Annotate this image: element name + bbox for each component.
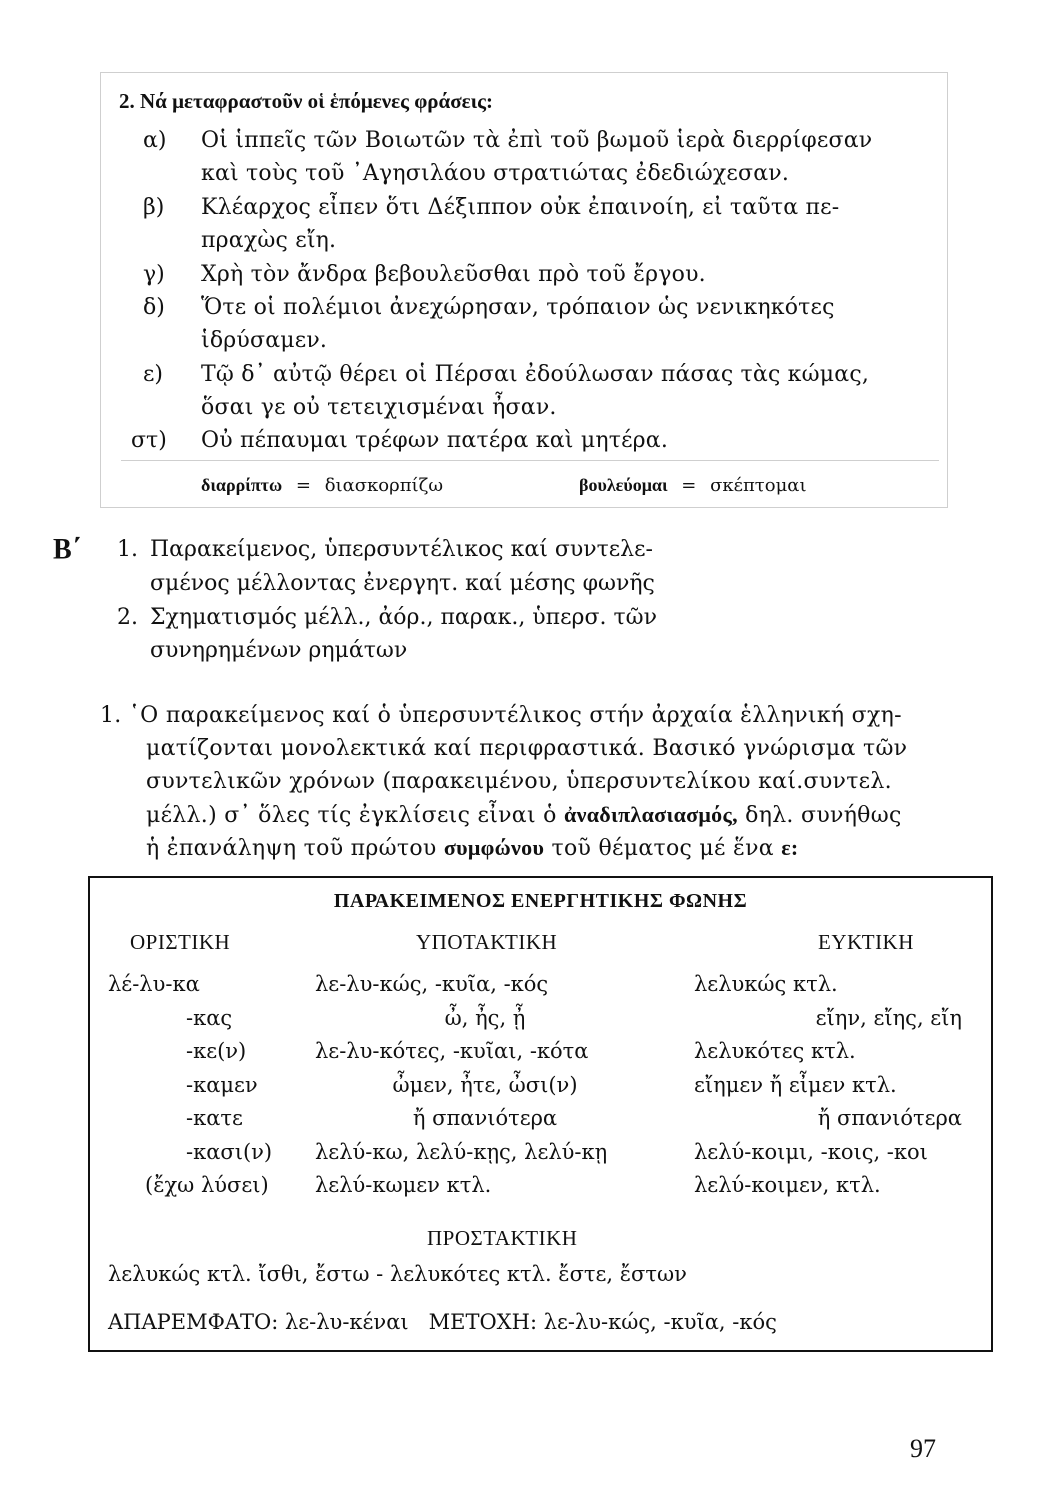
header-subjunctive: ΥΠΟΤΑΚΤΙΚΗ — [416, 930, 558, 954]
item-e-line-1: Τῷ δ᾿ αὐτῷ θέρει οἱ Πέρσαι ἐδούλωσαν πάσας τὰς κώμας, — [201, 362, 870, 387]
paradigm-table — [88, 876, 993, 1352]
optative-form: λελυκώς κτλ. — [694, 972, 838, 996]
item-c-line-1: Χρὴ τὸν ἄνδρα βεβουλεῦσθαι πρὸ τοῦ ἔργου. — [201, 262, 706, 287]
subjunctive-form: ὦ, ἦς, ᾖ — [444, 1006, 526, 1030]
paragraph-line-3: συντελικῶν χρόνων (παρακειμένου, ὑπερσυντελίκου καί.συντελ. — [146, 769, 892, 794]
paragraph-bold-term: ε: — [781, 835, 799, 860]
item-st-line-1: Οὐ πέπαυμαι τρέφων πατέρα καὶ μητέρα. — [201, 428, 669, 453]
item-label-b: β) — [143, 195, 165, 220]
optative-form: λελυκότες κτλ. — [694, 1039, 856, 1063]
gloss-meaning: διασκορπίζω — [324, 475, 444, 496]
item-label-c: γ) — [143, 262, 165, 287]
gloss-entry-2 — [579, 475, 807, 496]
gloss-equals: = — [295, 475, 311, 496]
section-item-2-num: 2. — [117, 605, 138, 630]
subjunctive-form: λε-λυ-κώς, -κυῖα, -κός — [315, 972, 549, 996]
subjunctive-form: ἤ σπανιότερα — [412, 1106, 558, 1130]
paragraph-line-1: 1. ῾Ο παρακείμενος καί ὁ ὑπερσυντέλικος στήν ἀρχαία ἑλληνική σχη- — [100, 703, 902, 728]
paragraph-bold-term: συμφώνου — [443, 835, 545, 860]
indicative-form: -κε(ν) — [186, 1039, 247, 1063]
imperative-forms: λελυκώς κτλ. ἴσθι, ἔστω - λελυκότες κτλ. ἔστε, ἔστων — [108, 1262, 687, 1286]
exercise-box — [100, 72, 948, 508]
gloss-divider — [121, 460, 939, 461]
exercise-title: 2. Νά μεταφραστοῦν οἱ ἑπόμενες φράσεις: — [119, 89, 494, 113]
indicative-form: -καμεν — [186, 1073, 258, 1097]
gloss-entry-1 — [201, 475, 443, 496]
item-a-line-1: Οἱ ἱππεῖς τῶν Βοιωτῶν τὰ ἐπὶ τοῦ βωμοῦ ἱερὰ διερρίφεσαν — [201, 128, 873, 153]
imperative-title: ΠΡΟΣΤΑΚΤΙΚΗ — [427, 1226, 578, 1250]
indicative-form: -κας — [186, 1006, 233, 1030]
subjunctive-form: λε-λυ-κότες, -κυῖαι, -κότα — [315, 1039, 589, 1063]
paragraph-text: τοῦ θέματος μέ ἕνα — [544, 836, 782, 861]
section-item-1-line-1: Παρακείμενος, ὑπερσυντέλικος καί συντελε- — [150, 537, 653, 562]
paragraph-text: ἡ ἐπανάληψη τοῦ πρώτου — [146, 836, 444, 861]
section-item-2-line-2: συνηρημένων ρημάτων — [150, 638, 408, 663]
indicative-form: -κασι(ν) — [186, 1140, 273, 1164]
paragraph-line-5 — [146, 835, 799, 861]
item-label-e: ε) — [143, 362, 163, 387]
item-d-line-1: Ὅτε οἱ πολέμιοι ἀνεχώρησαν, τρόπαιον ὡς νενικηκότες — [201, 295, 835, 320]
paradigm-title: ΠΑΡΑΚΕΙΜΕΝΟΣ ΕΝΕΡΓΗΤΙΚΗΣ ΦΩΝΗΣ — [333, 890, 748, 912]
header-indicative: ΟΡΙΣΤΙΚΗ — [130, 930, 231, 954]
optative-form: εἴημεν ἤ εἶμεν κτλ. — [694, 1073, 897, 1097]
paragraph-text: δηλ. συνήθως — [737, 803, 902, 828]
subjunctive-form: λελύ-κωμεν κτλ. — [315, 1173, 492, 1197]
paragraph-line-2: ματίζονται μονολεκτικά καί περιφραστικά. Βασικό γνώρισμα τῶν — [146, 736, 908, 761]
item-a-line-2: καὶ τοὺς τοῦ ᾿Αγησιλάου στρατιώτας ἐδεδιώχεσαν. — [201, 161, 790, 186]
subjunctive-form: ὦμεν, ἦτε, ὦσι(ν) — [392, 1073, 578, 1097]
paragraph-line-4 — [146, 802, 902, 828]
subjunctive-form: λελύ-κω, λελύ-κῃς, λελύ-κῃ — [315, 1140, 608, 1164]
item-b-line-1: Κλέαρχος εἶπεν ὅτι Δέξιππον οὐκ ἐπαινοίη, εἰ ταῦτα πε- — [201, 195, 840, 220]
optative-form: εἴην, εἴης, εἴη — [815, 1006, 962, 1030]
optative-form: ἤ σπανιότερα — [817, 1106, 962, 1130]
paragraph-text: μέλλ.) σ᾿ ὅλες τίς ἐγκλίσεις εἶναι ὁ — [146, 803, 565, 828]
optative-form: λελύ-κοιμι, -κοις, -κοι — [694, 1140, 928, 1164]
item-b-line-2: πραχὼς εἴη. — [201, 228, 337, 253]
gloss-term: διαρρίπτω — [201, 475, 283, 495]
header-optative: ΕΥΚΤΙΚΗ — [818, 930, 914, 954]
section-letter: Β΄ — [53, 534, 81, 565]
item-d-line-2: ἱδρύσαμεν. — [201, 328, 328, 353]
section-item-1-num: 1. — [117, 537, 138, 562]
gloss-term: βουλεύομαι — [579, 475, 668, 495]
infinitive-participle: ΑΠΑΡΕΜΦΑΤΟ: λε-λυ-κέναι ΜΕΤΟΧΗ: λε-λυ-κώς, -κυῖα, -κός — [108, 1310, 777, 1334]
item-e-line-2: ὅσαι γε οὐ τετειχισμέναι ἦσαν. — [201, 395, 557, 420]
paragraph-bold-term: ἀναδιπλασιασμός, — [564, 802, 738, 827]
gloss-meaning: σκέπτομαι — [710, 475, 807, 496]
gloss-equals: = — [681, 475, 697, 496]
optative-form: λελύ-κοιμεν, κτλ. — [694, 1173, 881, 1197]
item-label-d: δ) — [143, 295, 165, 320]
indicative-form: -κατε — [186, 1106, 243, 1130]
item-label-st: στ) — [131, 428, 167, 453]
indicative-form: (ἔχω λύσει) — [145, 1173, 269, 1197]
section-item-1-line-2: σμένος μέλλοντας ἐνεργητ. καί μέσης φωνῆς — [150, 571, 655, 596]
page-number: 97 — [910, 1434, 936, 1463]
indicative-form: λέ-λυ-κα — [108, 972, 200, 996]
item-label-a: α) — [143, 128, 167, 153]
section-item-2-line-1: Σχηματισμός μέλλ., ἀόρ., παρακ., ὑπερσ. τῶν — [150, 605, 657, 630]
